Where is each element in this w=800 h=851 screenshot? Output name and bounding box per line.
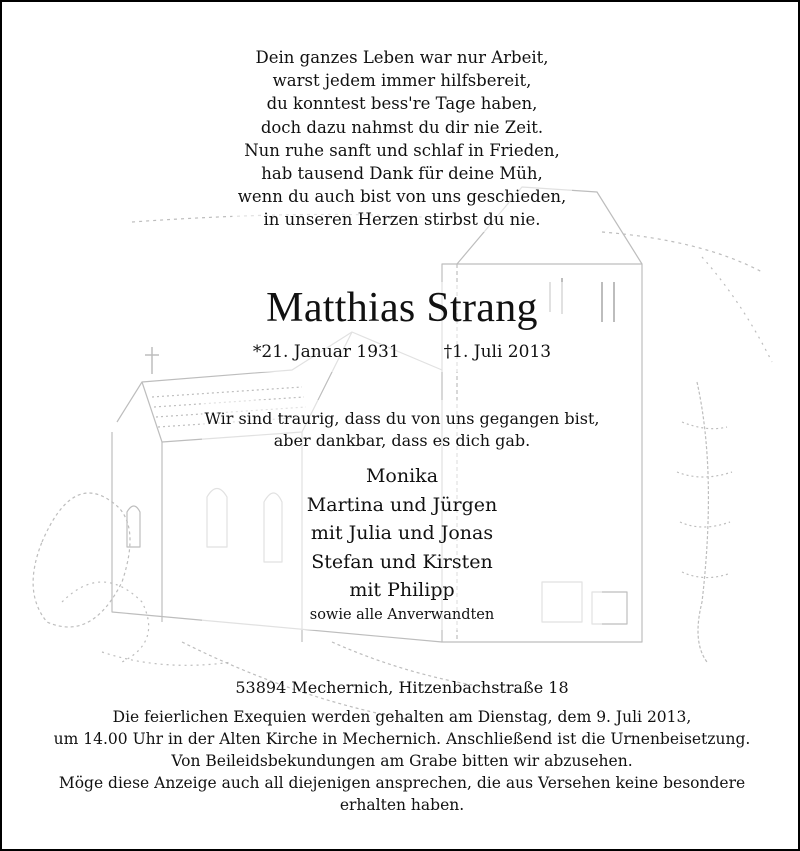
- birth-star-icon: *: [252, 342, 262, 362]
- farewell-text: [2, 408, 800, 452]
- mourner: mit Philipp: [349, 579, 455, 601]
- info-line: erhalten haben.: [339, 796, 465, 814]
- mourner: mit Julia und Jonas: [310, 522, 494, 544]
- relatives-line: sowie alle Anverwandten: [309, 606, 495, 623]
- mourner: Monika: [365, 465, 439, 487]
- poem-line: du konntest bess're Tage haben,: [266, 94, 538, 114]
- info-line: Von Beileidsbekundungen am Grabe bitten wir abzusehen.: [171, 752, 633, 770]
- address: 53894 Mechernich, Hitzenbachstraße 18: [235, 678, 569, 697]
- life-dates: [2, 342, 800, 362]
- info-line: um 14.00 Uhr in der Alten Kirche in Mechernich. Anschließend ist die Urnenbeisetzung.: [53, 730, 751, 748]
- poem-line: wenn du auch bist von uns geschieden,: [237, 187, 567, 207]
- death-date: †1. Juli 2013: [443, 342, 552, 362]
- poem-line: warst jedem immer hilfsbereit,: [272, 71, 532, 91]
- poem-line: doch dazu nahmst du dir nie Zeit.: [260, 117, 544, 137]
- farewell-line: aber dankbar, dass es dich gab.: [273, 431, 531, 450]
- poem: [2, 46, 800, 232]
- mourners-list: [2, 462, 800, 625]
- poem-line: Dein ganzes Leben war nur Arbeit,: [255, 48, 549, 67]
- birth-date: *21. Januar 1931: [252, 342, 400, 362]
- poem-line: hab tausend Dank für deine Müh,: [261, 164, 543, 184]
- mourner: Stefan und Kirsten: [311, 550, 493, 573]
- death-cross-icon: †: [443, 342, 453, 362]
- mourner: Martina und Jürgen: [306, 493, 498, 516]
- deceased-name: Matthias Strang: [266, 285, 538, 331]
- info-line: Möge diese Anzeige auch all diejenigen ansprechen, die aus Versehen keine besondere: [58, 774, 746, 792]
- info-line: Die feierlichen Exequien werden gehalten am Dienstag, dem 9. Juli 2013,: [112, 708, 692, 726]
- poem-line: Nun ruhe sanft und schlaf in Frieden,: [244, 140, 560, 160]
- farewell-line: Wir sind traurig, dass du von uns gegangen bist,: [204, 409, 600, 428]
- service-info: [2, 706, 800, 816]
- poem-line: in unseren Herzen stirbst du nie.: [263, 210, 541, 230]
